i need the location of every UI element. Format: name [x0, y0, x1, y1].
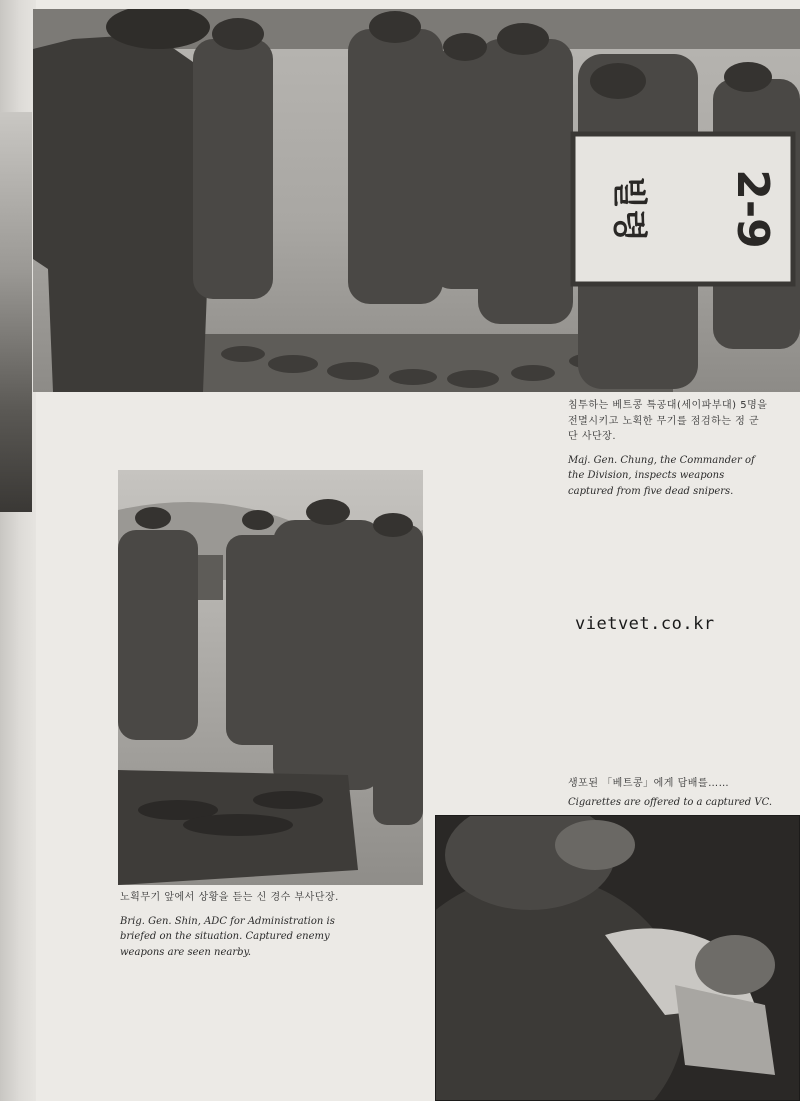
officers-briefing-photo: [118, 470, 423, 885]
top-caption-korean: 침투하는 베트콩 특공대(세이파부대) 5명을 전멸시키고 노획한 무기를 점검하는 정 군단 사단장.: [568, 400, 768, 442]
cigarette-offered-to-captured-vc-photo: [435, 815, 800, 1101]
top-caption-english: Maj. Gen. Chung, the Commander of the Division, inspects weapons captured from five dead snipers.: [568, 454, 755, 497]
bottom-photo-caption: [568, 776, 798, 810]
top-photo-caption: [568, 398, 768, 499]
bottom-caption-korean: 생포된 「베트콩」에게 담배를……: [568, 778, 730, 789]
facing-page-photo-edge: [0, 112, 32, 512]
svg-text:2-9: 2-9: [727, 169, 778, 249]
middle-caption-korean: 노획무기 앞에서 상황을 듣는 신 경수 부사단장.: [120, 892, 339, 903]
bottom-caption-english: Cigarettes are offered to a captured VC.: [568, 796, 773, 808]
officers-inspecting-weapons-photo: [33, 9, 800, 392]
middle-caption-english: Brig. Gen. Shin, ADC for Administration is briefed on the situation. Captured enemy weapons are seen nearby.: [120, 915, 335, 958]
svg-text:빌령: 빌령: [609, 176, 649, 242]
middle-photo-caption: [120, 890, 350, 960]
website-watermark: vietvet.co.kr: [575, 614, 715, 634]
